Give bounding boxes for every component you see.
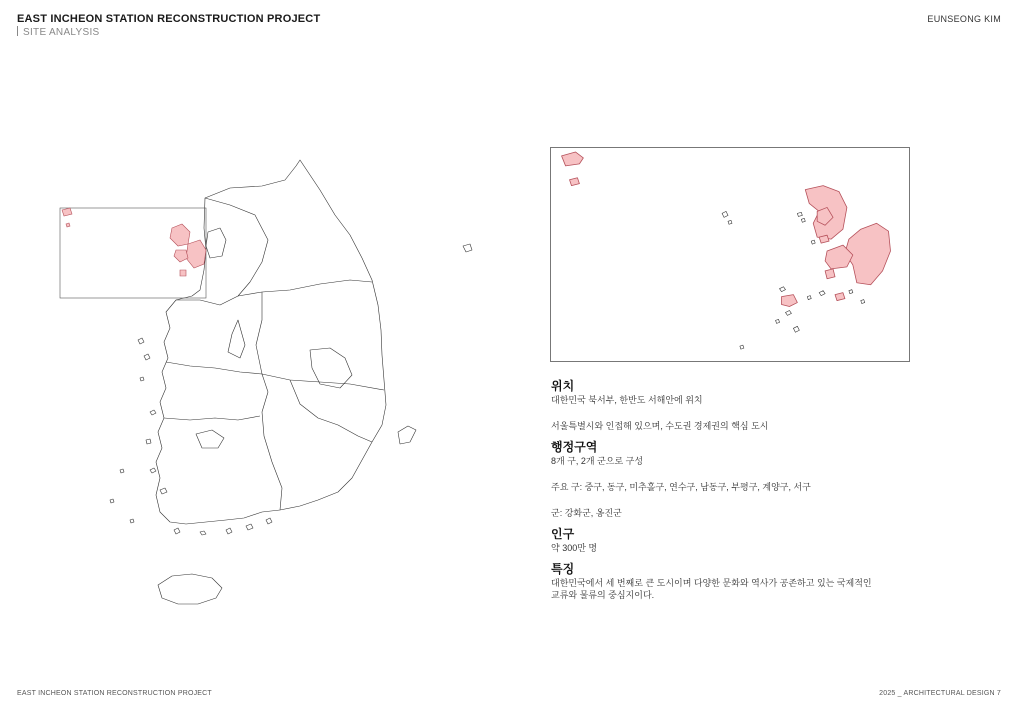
inset-yeongjong xyxy=(782,295,798,307)
admin-section xyxy=(551,440,931,519)
subtitle-text: SITE ANALYSIS xyxy=(23,27,100,38)
features-line-1: 대한민국에서 세 번째로 큰 도시이며 다양한 문화와 역사가 공존하고 있는 국제적인 xyxy=(551,578,872,588)
features-heading: 특징 xyxy=(551,562,575,576)
info-panel xyxy=(551,379,931,607)
author-name: EUNSEONG KIM xyxy=(927,14,1001,24)
footer-page-info: 2025 _ ARCHITECTURAL DESIGN 7 xyxy=(879,690,1001,697)
admin-line-2: 주요 구: 중구, 동구, 미추홀구, 연수구, 남동구, 부평구, 계양구, 서구 xyxy=(551,482,811,492)
incheon-inset-map xyxy=(550,147,910,362)
inset-yeonpyeong xyxy=(562,152,584,166)
population-section xyxy=(551,527,931,554)
jeju-island xyxy=(158,574,222,604)
footer-project-title: EAST INCHEON STATION RECONSTRUCTION PROJECT xyxy=(17,690,212,697)
admin-line-3: 군: 강화군, 옹진군 xyxy=(551,508,622,518)
project-title: EAST INCHEON STATION RECONSTRUCTION PROJECT xyxy=(17,13,321,25)
incheon-mainland xyxy=(186,240,206,268)
incheon-ganghwa xyxy=(170,224,190,246)
admin-line-1: 8개 구, 2개 군으로 구성 xyxy=(551,456,644,466)
location-line-2: 서울특별시와 인접해 있으며, 수도권 경제권의 핵심 도시 xyxy=(551,421,769,431)
mainland-outline xyxy=(156,160,386,524)
location-heading: 위치 xyxy=(551,379,575,393)
admin-heading: 행정구역 xyxy=(551,440,598,454)
population-heading: 인구 xyxy=(551,527,575,541)
location-section xyxy=(551,379,931,432)
features-line-2: 교류와 물류의 중심지이다. xyxy=(551,590,655,600)
location-line-1: 대한민국 북서부, 한반도 서해안에 위치 xyxy=(551,395,703,405)
features-section xyxy=(551,562,931,601)
population-line-1: 약 300만 명 xyxy=(551,543,598,553)
